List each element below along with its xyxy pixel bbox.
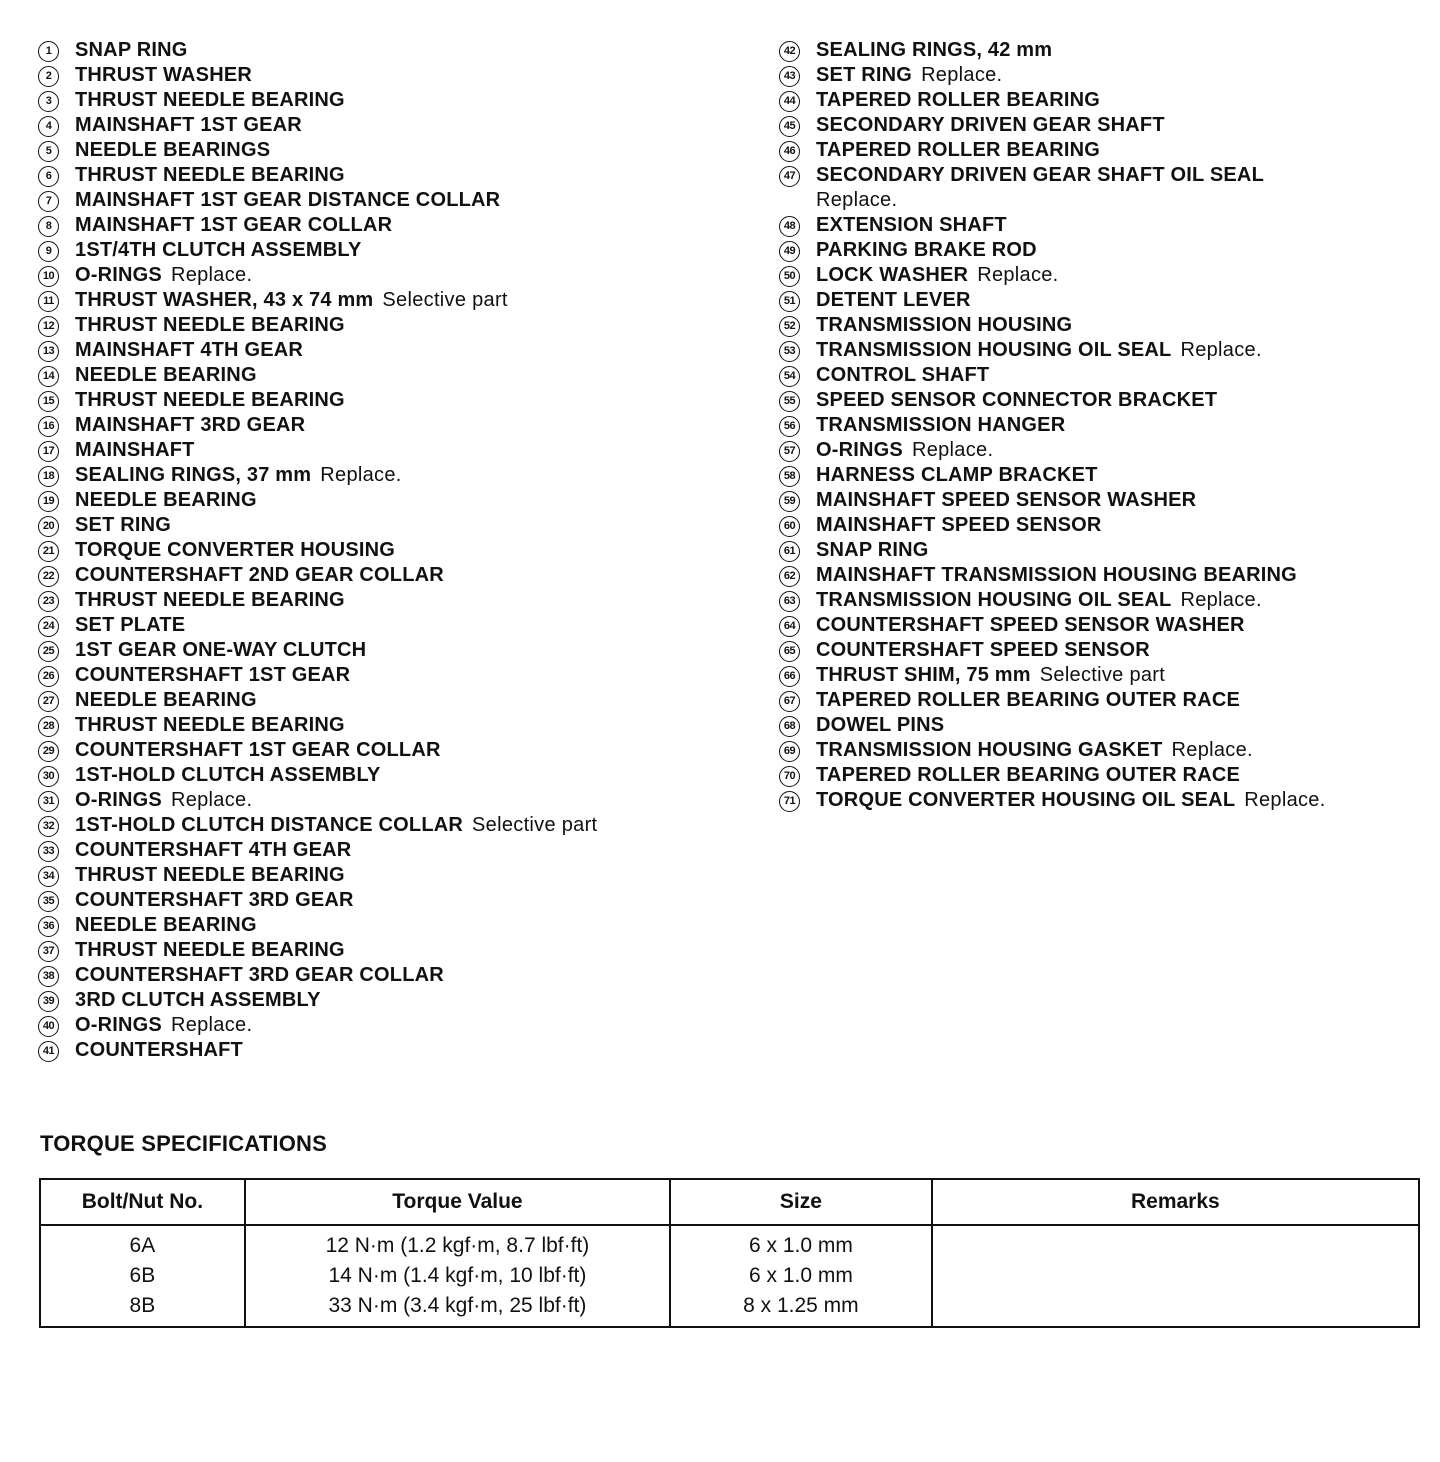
part-note: Replace. [170,789,253,811]
part-note: Replace. [1180,589,1262,611]
part-list-item [38,688,738,713]
part-name: THRUST NEEDLE BEARING [75,89,345,111]
torque-value-cell: 14 N·m (1.4 kgf·m, 10 lbf·ft) [328,1264,587,1287]
part-name: DETENT LEVER [816,289,971,311]
part-number-badge: 18 [38,466,59,487]
part-name: CONTROL SHAFT [816,364,990,386]
part-name: MAINSHAFT TRANSMISSION HOUSING BEARING [816,564,1297,586]
part-list-item [38,138,738,163]
part-name: NEEDLE BEARING [75,689,257,711]
part-list-item [779,263,1419,288]
part-list-item [779,613,1419,638]
part-name: PARKING BRAKE ROD [816,239,1037,261]
part-list-item [38,113,738,138]
part-list-item [38,538,738,563]
size-column [670,1225,932,1327]
part-number-badge: 13 [38,341,59,362]
size-cell: 8 x 1.25 mm [743,1294,859,1317]
part-number-badge: 28 [38,716,59,737]
part-list-item [38,713,738,738]
part-list-item [779,138,1419,163]
part-name: COUNTERSHAFT 3RD GEAR COLLAR [75,964,444,986]
part-list-item [38,163,738,188]
part-list-item [38,663,738,688]
part-list-item [779,763,1419,788]
part-number-badge: 57 [779,441,800,462]
part-name: SECONDARY DRIVEN GEAR SHAFT OIL SEAL [816,164,1264,186]
part-number-badge: 55 [779,391,800,412]
parts-list-left [38,38,738,1063]
part-number-badge: 30 [38,766,59,787]
part-number-badge: 2 [38,66,59,87]
bolt-column [40,1225,245,1327]
part-list-item [38,763,738,788]
part-number-badge: 3 [38,91,59,112]
part-name: SNAP RING [75,39,188,61]
part-number-badge: 71 [779,791,800,812]
part-number-badge: 70 [779,766,800,787]
part-number-badge: 68 [779,716,800,737]
part-number-badge: 36 [38,916,59,937]
part-list-item [38,438,738,463]
part-list-item [38,238,738,263]
part-name: TAPERED ROLLER BEARING [816,89,1101,111]
torque-specifications-title: TORQUE SPECIFICATIONS [40,1131,327,1156]
part-list-item [38,88,738,113]
part-name: THRUST NEEDLE BEARING [75,939,345,961]
part-number-badge: 41 [38,1041,59,1062]
part-number-badge: 45 [779,116,800,137]
part-list-item [779,713,1419,738]
part-name: EXTENSION SHAFT [816,214,1007,236]
part-number-badge: 54 [779,366,800,387]
part-name: THRUST NEEDLE BEARING [75,589,345,611]
part-list-item [38,988,738,1013]
size-cell: 6 x 1.0 mm [748,1234,853,1257]
part-list-item [38,38,738,63]
part-list-item [779,663,1419,688]
part-list-item [779,313,1419,338]
part-note: Selective part [1039,664,1166,686]
part-list-item [38,63,738,88]
part-number-badge: 4 [38,116,59,137]
part-name: O-RINGS [75,1014,162,1036]
part-number-badge: 15 [38,391,59,412]
part-name: MAINSHAFT SPEED SENSOR WASHER [816,489,1197,511]
part-number-badge: 20 [38,516,59,537]
part-number-badge: 10 [38,266,59,287]
part-note: Replace. [911,439,994,461]
part-number-badge: 1 [38,41,59,62]
part-list-item [779,563,1419,588]
part-name: 3RD CLUTCH ASSEMBLY [75,989,321,1011]
part-number-badge: 5 [38,141,59,162]
part-name: THRUST NEEDLE BEARING [75,164,345,186]
part-number-badge: 22 [38,566,59,587]
part-list-item [38,738,738,763]
part-list-item [779,688,1419,713]
part-note: Replace. [1180,339,1262,361]
part-name: MAINSHAFT 1ST GEAR [75,114,302,136]
part-number-badge: 19 [38,491,59,512]
part-number-badge: 59 [779,491,800,512]
part-list-item [779,38,1419,63]
part-list-item [38,413,738,438]
part-name: COUNTERSHAFT SPEED SENSOR WASHER [816,614,1245,636]
part-name: 1ST/4TH CLUTCH ASSEMBLY [75,239,362,261]
part-list-item [38,288,738,313]
parts-list-right [779,38,1419,813]
part-name: THRUST SHIM, 75 mm [816,664,1031,686]
part-name: SEALING RINGS, 42 mm [816,39,1053,61]
part-number-badge: 39 [38,991,59,1012]
part-number-badge: 60 [779,516,800,537]
part-name: O-RINGS [75,264,162,286]
part-number-badge: 42 [779,41,800,62]
part-number-badge: 21 [38,541,59,562]
part-list-item [38,263,738,288]
part-number-badge: 63 [779,591,800,612]
part-name: COUNTERSHAFT 2ND GEAR COLLAR [75,564,444,586]
part-list-item [38,388,738,413]
part-name: COUNTERSHAFT 1ST GEAR [75,664,351,686]
part-name: MAINSHAFT 1ST GEAR COLLAR [75,214,393,236]
part-note: Replace. [170,264,253,286]
torque-value-cell: 33 N·m (3.4 kgf·m, 25 lbf·ft) [328,1294,587,1317]
part-number-badge: 35 [38,891,59,912]
part-name: THRUST WASHER [75,64,253,86]
part-number-badge: 64 [779,616,800,637]
part-list-item [38,963,738,988]
part-name: TRANSMISSION HOUSING OIL SEAL [816,339,1172,361]
part-note: Selective part [382,289,508,311]
torque-specifications-table [39,1178,1420,1328]
bolt-cell: 6A [129,1234,156,1257]
part-name: SPEED SENSOR CONNECTOR BRACKET [816,389,1218,411]
part-number-badge: 44 [779,91,800,112]
header-bolt-nut-no: Bolt/Nut No. [40,1179,245,1225]
part-name: TRANSMISSION HOUSING GASKET [816,739,1163,761]
part-number-badge: 26 [38,666,59,687]
part-list-item [38,213,738,238]
part-number-badge: 67 [779,691,800,712]
part-list-item [38,1013,738,1038]
part-name: THRUST NEEDLE BEARING [75,389,345,411]
part-list-item [779,438,1419,463]
part-number-badge: 43 [779,66,800,87]
part-name: HARNESS CLAMP BRACKET [816,464,1098,486]
part-name: TRANSMISSION HOUSING [816,314,1073,336]
part-number-badge: 61 [779,541,800,562]
part-name: THRUST NEEDLE BEARING [75,314,345,336]
part-number-badge: 49 [779,241,800,262]
part-name: COUNTERSHAFT 3RD GEAR [75,889,354,911]
part-name: NEEDLE BEARING [75,489,257,511]
part-list-item [779,738,1419,763]
part-list-item [779,513,1419,538]
torque-value-cell: 12 N·m (1.2 kgf·m, 8.7 lbf·ft) [325,1234,590,1257]
part-list-item [38,638,738,663]
part-name: SEALING RINGS, 37 mm [75,464,312,486]
part-number-badge: 62 [779,566,800,587]
size-cell: 6 x 1.0 mm [748,1264,853,1287]
part-number-badge: 12 [38,316,59,337]
part-list-item [38,838,738,863]
part-note: Selective part [472,814,598,836]
part-name: 1ST-HOLD CLUTCH ASSEMBLY [75,764,381,786]
part-note: Replace. [1171,739,1253,761]
part-name: TRANSMISSION HOUSING OIL SEAL [816,589,1172,611]
part-note: Replace. [320,464,402,486]
part-name: SET RING [75,514,172,536]
part-name: COUNTERSHAFT SPEED SENSOR [816,639,1150,661]
part-number-badge: 7 [38,191,59,212]
part-name: SNAP RING [816,539,929,561]
part-number-badge: 38 [38,966,59,987]
bolt-cell: 8B [129,1294,156,1317]
part-number-badge: 8 [38,216,59,237]
part-name: DOWEL PINS [816,714,945,736]
part-number-badge: 56 [779,416,800,437]
part-list-item [779,63,1419,88]
part-name: SET PLATE [75,614,186,636]
table-header-row [40,1179,1419,1225]
header-torque-value: Torque Value [245,1179,670,1225]
part-name: TAPERED ROLLER BEARING OUTER RACE [816,764,1241,786]
part-list-item [38,863,738,888]
part-number-badge: 37 [38,941,59,962]
part-list-item [38,813,738,838]
part-list-item [779,113,1419,138]
part-list-item [779,363,1419,388]
part-number-badge: 24 [38,616,59,637]
part-number-badge: 29 [38,741,59,762]
part-name: SECONDARY DRIVEN GEAR SHAFT [816,114,1165,136]
part-number-badge: 48 [779,216,800,237]
part-number-badge: 27 [38,691,59,712]
part-number-badge: 50 [779,266,800,287]
part-number-badge: 32 [38,816,59,837]
part-list-item [38,363,738,388]
part-number-badge: 65 [779,641,800,662]
part-list-item [779,488,1419,513]
part-name: THRUST WASHER, 43 x 74 mm [75,289,374,311]
part-list-item [38,913,738,938]
part-list-item [38,563,738,588]
part-list-item [38,588,738,613]
part-number-badge: 23 [38,591,59,612]
part-number-badge: 17 [38,441,59,462]
part-number-badge: 34 [38,866,59,887]
part-name: THRUST NEEDLE BEARING [75,714,345,736]
part-list-item [38,888,738,913]
part-number-badge: 66 [779,666,800,687]
part-name: MAINSHAFT 1ST GEAR DISTANCE COLLAR [75,189,501,211]
header-size: Size [670,1179,932,1225]
part-number-badge: 52 [779,316,800,337]
part-name: COUNTERSHAFT [75,1039,243,1061]
part-note: Replace. [921,64,1003,86]
part-list-item [779,413,1419,438]
part-name: MAINSHAFT SPEED SENSOR [816,514,1102,536]
part-list-item [779,388,1419,413]
part-number-badge: 9 [38,241,59,262]
part-list-item [779,638,1419,663]
part-note: Replace. [170,1014,253,1036]
part-number-badge: 58 [779,466,800,487]
part-name: SET RING [816,64,913,86]
part-name: MAINSHAFT [75,439,195,461]
part-name: THRUST NEEDLE BEARING [75,864,345,886]
remarks-column [932,1225,1419,1327]
part-name: 1ST GEAR ONE-WAY CLUTCH [75,639,367,661]
part-list-item [779,338,1419,363]
part-name: COUNTERSHAFT 1ST GEAR COLLAR [75,739,441,761]
part-name: LOCK WASHER [816,264,969,286]
torque-value-column [245,1225,670,1327]
part-list-item [38,463,738,488]
part-name: TRANSMISSION HANGER [816,414,1066,436]
part-number-badge: 33 [38,841,59,862]
part-number-badge: 40 [38,1016,59,1037]
part-list-item [38,938,738,963]
part-name: 1ST-HOLD CLUTCH DISTANCE COLLAR [75,814,464,836]
part-list-item [38,788,738,813]
part-note: Replace. [977,264,1059,286]
part-number-badge: 6 [38,166,59,187]
part-name: O-RINGS [75,789,162,811]
part-list-item [38,338,738,363]
part-list-item [779,238,1419,263]
part-name: MAINSHAFT 4TH GEAR [75,339,304,361]
part-list-item [779,788,1419,813]
part-name: TORQUE CONVERTER HOUSING OIL SEAL [816,789,1236,811]
part-list-item [779,88,1419,113]
bolt-cell: 6B [129,1264,156,1287]
part-list-item [779,213,1419,238]
part-name: O-RINGS [816,439,903,461]
part-name: NEEDLE BEARING [75,364,257,386]
part-list-item [38,513,738,538]
part-list-item [38,488,738,513]
part-number-badge: 51 [779,291,800,312]
part-number-badge: 69 [779,741,800,762]
part-name: COUNTERSHAFT 4TH GEAR [75,839,352,861]
part-name: NEEDLE BEARING [75,914,257,936]
part-list-item [779,463,1419,488]
part-list-item [779,538,1419,563]
part-list-item [779,288,1419,313]
part-number-badge: 16 [38,416,59,437]
part-list-item [779,588,1419,613]
part-number-badge: 31 [38,791,59,812]
part-name: NEEDLE BEARINGS [75,139,271,161]
part-list-item [38,313,738,338]
part-name: TORQUE CONVERTER HOUSING [75,539,396,561]
part-number-badge: 25 [38,641,59,662]
part-name: TAPERED ROLLER BEARING OUTER RACE [816,689,1241,711]
part-number-badge: 53 [779,341,800,362]
part-number-badge: 11 [38,291,59,312]
part-list-item [38,1038,738,1063]
part-note: Replace. [1244,789,1326,811]
part-list-item [38,613,738,638]
part-name: TAPERED ROLLER BEARING [816,139,1101,161]
part-name: MAINSHAFT 3RD GEAR [75,414,306,436]
part-list-item [38,188,738,213]
part-number-badge: 46 [779,141,800,162]
header-remarks: Remarks [932,1179,1419,1225]
part-note: Replace. [816,189,898,211]
part-number-badge: 47 [779,166,800,187]
part-number-badge: 14 [38,366,59,387]
table-row [40,1225,1419,1327]
part-list-item [779,163,1419,213]
